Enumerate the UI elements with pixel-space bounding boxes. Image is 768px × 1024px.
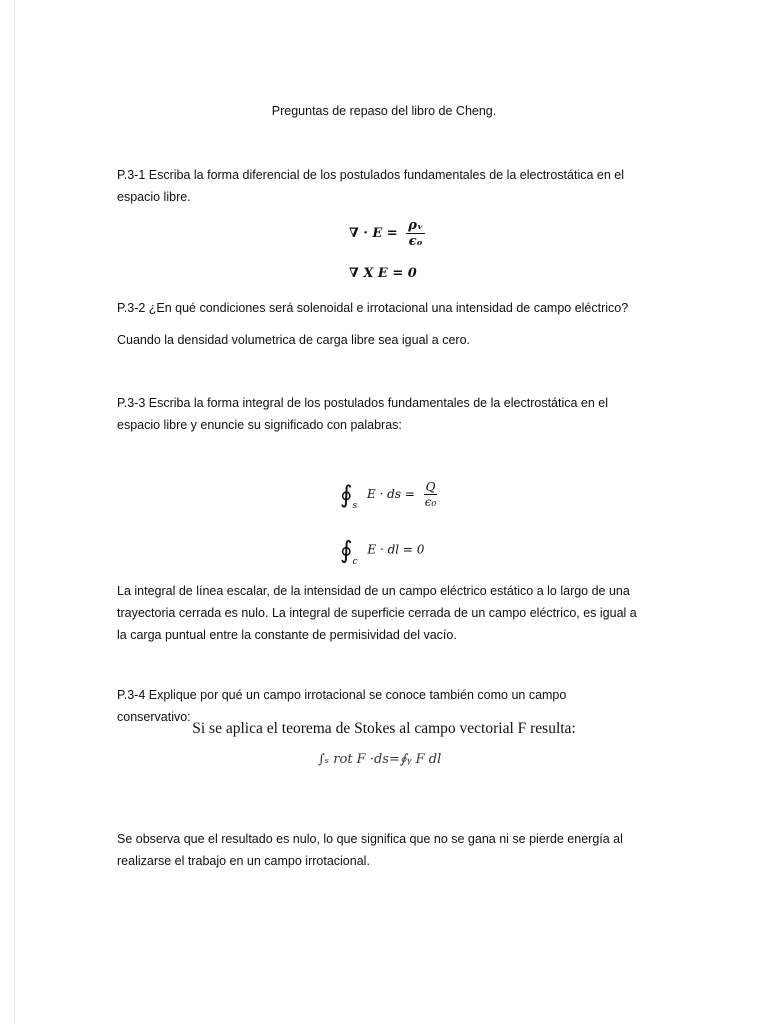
question-p3-3: P.3-3 Escriba la forma integral de los postulados fundamentales de la electrostática en el espacio libre y enuncie su significado con palabras:: [117, 396, 609, 432]
closed-integral-icon: ∮: [340, 536, 353, 564]
question-p3-2: P.3-2 ¿En qué condiciones será solenoidal e irrotacional una intensidad de campo eléctrico?: [117, 301, 629, 315]
integral-sub-s: s: [352, 501, 358, 511]
gauss-numerator: Q: [425, 480, 436, 494]
gauss-denominator: ϵ₀: [424, 495, 437, 509]
question-p3-1: P.3-1 Escriba la forma diferencial de los postulados fundamentales de la electrostática en el espacio libre.: [117, 168, 625, 204]
equation-line-integral: [340, 536, 425, 567]
stokes-statement: Si se aplica el teorema de Stokes al campo vectorial F resulta:: [192, 720, 576, 737]
closed-integral-icon: ∮: [340, 480, 353, 509]
equation-divergence-denominator: ϵₒ: [408, 234, 423, 249]
equation-divergence: [349, 218, 425, 249]
equation-curl: ∇ X E = 0: [349, 266, 417, 281]
answer-p3-3: La integral de línea escalar, de la intensidad de un campo eléctrico estático a lo largo de una trayectoria cerrada es nulo. La integral de superficie cerrada de un campo eléctrico, es igual a la carga puntual entre la constante de permisividad del vacío.: [117, 584, 637, 642]
answer-p3-4: Se observa que el resultado es nulo, lo que significa que no se gana ni se pierde energía al realizarse el trabajo en un campo irrotacional.: [117, 832, 623, 868]
question-p3-4: P.3-4 Explique por qué un campo irrotacional se conoce también como un campo conservativo:: [117, 688, 567, 724]
equation-divergence-lhs: ∇ · E =: [349, 226, 398, 241]
stokes-equation: ∫ₛ rot F ·ds=∮ᵧ F dl: [318, 752, 442, 767]
document-title: Preguntas de repaso del libro de Cheng.: [271, 104, 497, 118]
answer-p3-2: Cuando la densidad volumetrica de carga libre sea igual a cero.: [117, 333, 470, 347]
line-integral-body: E · dl = 0: [367, 542, 425, 557]
equation-divergence-numerator: ρᵥ: [408, 218, 424, 233]
integral-sub-c: c: [352, 556, 358, 567]
gauss-integral-body: E · ds =: [366, 487, 415, 501]
equation-gauss-integral: [340, 480, 438, 509]
